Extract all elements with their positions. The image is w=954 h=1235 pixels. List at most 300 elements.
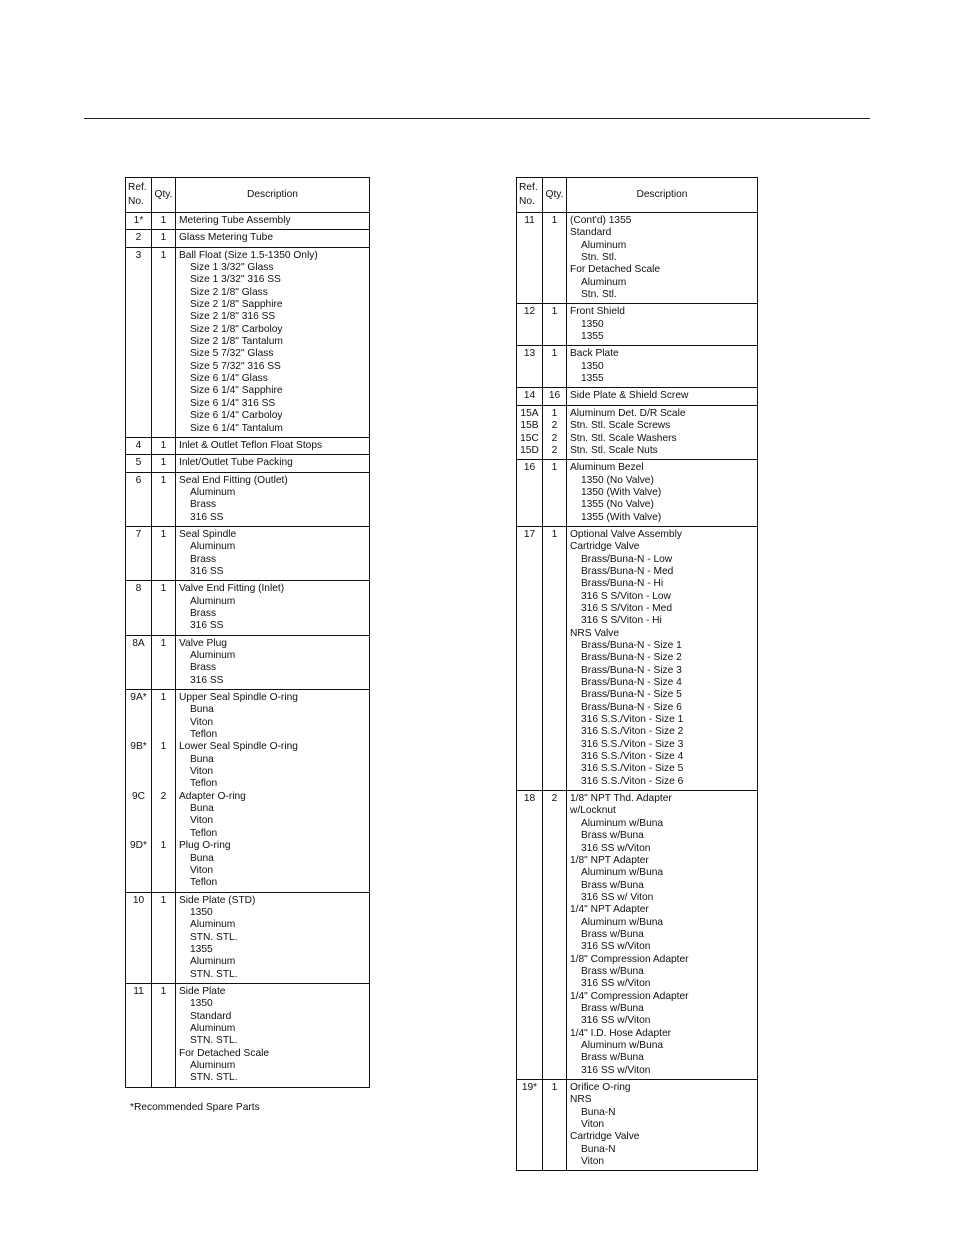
description-cell — [176, 581, 370, 635]
table-row — [126, 892, 370, 983]
description-subitem: Size 6 1/4" Tantalum — [190, 422, 283, 434]
description-item: Stn. Stl. Scale Screws — [570, 420, 671, 432]
qty-value: 1 — [551, 528, 558, 540]
ref-no: 9A* — [130, 692, 147, 704]
description-subitem: Viton — [190, 716, 214, 728]
qty-value — [155, 717, 172, 729]
ref-no: 15C — [520, 432, 539, 444]
description-cell — [176, 690, 370, 893]
qty-value — [155, 828, 172, 840]
description-item: Seal Spindle — [179, 528, 237, 540]
description-subitem: Brass w/Buna — [581, 1002, 644, 1014]
description-subitem: Aluminum — [190, 595, 236, 607]
ref-no: 7 — [135, 528, 142, 540]
description-item: For Detached Scale — [570, 264, 661, 276]
description-subitem: Brass — [190, 662, 217, 674]
description-cell — [567, 388, 758, 405]
description-subitem: 316 S.S./Viton - Size 2 — [581, 726, 684, 738]
description-subitem: Brass/Buna-N - Med — [581, 565, 674, 577]
ref-no-cell — [517, 213, 543, 304]
qty-value — [155, 778, 172, 790]
qty-value: 1 — [160, 215, 167, 226]
qty-cell — [152, 581, 176, 635]
description-subitem: 316 SS — [190, 565, 224, 577]
description-item: Glass Metering Tube — [179, 232, 273, 244]
description-subitem: Aluminum — [190, 956, 236, 968]
description-subitem: Viton — [190, 766, 214, 778]
description-cell — [567, 213, 758, 304]
table-row — [126, 472, 370, 526]
qty-cell — [152, 983, 176, 1087]
description-subitem: Brass/Buna-N - Low — [581, 553, 673, 565]
description-subitem: 1355 — [581, 373, 604, 385]
qty-cell — [543, 388, 567, 405]
ref-no-header: Ref. No. — [517, 178, 543, 213]
description-subitem: Aluminum — [190, 919, 236, 931]
ref-no-cell — [126, 526, 152, 580]
description-subitem: Size 5 7/32" 316 SS — [190, 360, 281, 372]
description-item: Side Plate (STD) — [179, 894, 256, 906]
qty-header: Qty. — [152, 178, 176, 213]
qty-value: 1 — [160, 457, 167, 469]
description-subitem: 316 S S/Viton - Low — [581, 590, 671, 602]
qty-cell — [543, 1080, 567, 1171]
description-subitem: Viton — [581, 1156, 605, 1168]
ref-no: 9C — [131, 790, 146, 802]
qty-value: 1 — [160, 894, 167, 906]
qty-value: 1 — [160, 583, 167, 595]
ref-no: 11 — [133, 985, 144, 997]
description-subitem: Brass w/Buna — [581, 830, 644, 842]
description-subitem: STN. STL. — [190, 1035, 238, 1047]
qty-value: 1 — [160, 439, 167, 451]
qty-cell — [152, 230, 176, 247]
description-cell — [567, 1080, 758, 1171]
description-subitem: Size 1 3/32" 316 SS — [190, 274, 281, 286]
description-subitem: Aluminum — [581, 239, 627, 251]
description-subitem: Aluminum w/Buna — [581, 1040, 664, 1051]
description-cell — [567, 791, 758, 1080]
ref-no: 4 — [135, 439, 142, 451]
qty-value: 16 — [548, 390, 561, 402]
description-item: (Cont'd) 1355 — [570, 215, 632, 226]
ref-no — [129, 815, 148, 827]
description-subitem: 316 S.S./Viton - Size 5 — [581, 763, 684, 775]
description-subitem: Aluminum — [190, 650, 236, 661]
description-subitem: 1355 (With Valve) — [581, 511, 662, 523]
description-subitem: 316 S S/Viton - Med — [581, 602, 672, 614]
description-subitem: STN. STL. — [190, 1072, 238, 1084]
description-subitem: Size 6 1/4" Glass — [190, 373, 268, 385]
qty-value: 1 — [160, 985, 167, 997]
description-subitem: Brass/Buna-N - Size 1 — [581, 640, 682, 651]
table-row — [126, 690, 370, 893]
ref-no: 5 — [135, 457, 142, 469]
description-subitem: Brass w/Buna — [581, 1052, 644, 1064]
description-subitem: Brass/Buna-N - Size 2 — [581, 652, 682, 664]
table-row — [517, 791, 758, 1080]
description-item: NRS Valve — [570, 627, 620, 639]
description-subitem: STN. STL. — [190, 968, 238, 980]
description-cell — [176, 230, 370, 247]
description-subitem: 316 S.S./Viton - Size 6 — [581, 775, 684, 787]
description-subitem: Brass/Buna-N - Size 5 — [581, 689, 682, 701]
description-subitem: Size 5 7/32" Glass — [190, 348, 274, 360]
description-item: Front Shield — [570, 306, 625, 318]
qty-cell — [543, 405, 567, 459]
description-subitem: 316 SS w/ Viton — [581, 891, 654, 903]
description-subitem: 316 SS w/Viton — [581, 1015, 651, 1027]
ref-no: 13 — [523, 348, 536, 360]
description-item: Aluminum Bezel — [570, 462, 644, 474]
qty-value: 1 — [551, 462, 558, 474]
description-item: Seal End Fitting (Outlet) — [179, 474, 288, 486]
description-cell — [567, 304, 758, 346]
ref-no-cell — [517, 526, 543, 790]
description-cell — [176, 247, 370, 437]
table-row — [517, 304, 758, 346]
qty-value: 2 — [551, 793, 558, 805]
description-subitem: Aluminum w/Buna — [581, 867, 664, 879]
description-item: 1/8" Compression Adapter — [570, 953, 689, 965]
qty-cell — [152, 892, 176, 983]
ref-no: 19* — [521, 1082, 538, 1094]
table-row — [517, 213, 758, 304]
description-subitem: Viton — [581, 1119, 605, 1131]
description-item: Upper Seal Spindle O-ring — [179, 692, 298, 704]
description-item: Stn. Stl. Scale Nuts — [570, 444, 658, 456]
qty-value: 1 — [160, 692, 167, 704]
description-subitem: 1350 (With Valve) — [581, 486, 662, 498]
ref-no-cell — [517, 405, 543, 459]
description-item: Metering Tube Assembly — [179, 215, 291, 226]
description-subitem: Size 6 1/4" Carboloy — [190, 410, 283, 422]
qty-value — [155, 815, 172, 827]
ref-no-cell — [517, 304, 543, 346]
ref-no-cell — [126, 635, 152, 689]
description-item: Cartridge Valve — [570, 541, 640, 553]
ref-no — [129, 803, 148, 815]
table-header-row — [126, 178, 370, 213]
qty-cell — [152, 690, 176, 893]
description-item: 1/8" NPT Thd. Adapter — [570, 793, 672, 805]
description-subitem: Aluminum — [581, 276, 627, 288]
qty-value: 1 — [160, 232, 167, 244]
description-cell — [176, 437, 370, 454]
qty-cell — [543, 460, 567, 527]
description-cell — [176, 983, 370, 1087]
ref-no-cell — [126, 983, 152, 1087]
description-subitem: Stn. Stl. — [581, 289, 617, 301]
description-item: Side Plate & Shield Screw — [570, 390, 689, 402]
description-subitem: Buna — [190, 704, 214, 716]
qty-value: 1 — [160, 249, 167, 261]
ref-no-cell — [517, 346, 543, 388]
description-subitem: 316 SS w/Viton — [581, 941, 651, 953]
qty-value: 1 — [551, 215, 558, 226]
ref-no-cell — [126, 213, 152, 230]
qty-value: 1 — [160, 840, 167, 852]
qty-cell — [152, 247, 176, 437]
description-item: Cartridge Valve — [570, 1131, 640, 1143]
description-cell — [567, 526, 758, 790]
ref-no: 8A — [132, 637, 145, 649]
parts-table-right — [516, 177, 758, 1171]
qty-value: 2 — [551, 420, 558, 432]
description-subitem: Viton — [190, 864, 214, 876]
description-subitem: 1355 — [581, 331, 604, 343]
description-subitem: Buna — [190, 852, 214, 864]
description-subitem: 1355 (No Valve) — [581, 499, 654, 511]
description-subitem: Aluminum w/Buna — [581, 817, 664, 829]
qty-value — [155, 704, 172, 716]
qty-value: 1 — [551, 348, 558, 360]
description-subitem: 316 SS w/Viton — [581, 1064, 651, 1076]
description-item: Optional Valve Assembly — [570, 528, 682, 540]
ref-no — [129, 754, 148, 766]
ref-no-cell — [126, 455, 152, 472]
qty-value: 1 — [551, 407, 558, 419]
ref-no-cell — [126, 892, 152, 983]
description-subitem: Size 2 1/8" Glass — [190, 286, 268, 298]
parts-table-right-body — [517, 213, 758, 1171]
qty-value: 1 — [160, 528, 167, 540]
ref-no-cell — [126, 247, 152, 437]
description-cell — [176, 892, 370, 983]
description-subitem: Teflon — [190, 827, 218, 839]
ref-no: 15B — [520, 420, 539, 432]
ref-no — [129, 704, 148, 716]
description-subitem: Brass — [190, 499, 217, 511]
description-subitem: 316 SS w/Viton — [581, 978, 651, 990]
description-subitem: 316 S.S./Viton - Size 4 — [581, 751, 684, 763]
ref-no-cell — [517, 388, 543, 405]
description-item: Standard — [570, 227, 612, 239]
description-subitem: Aluminum — [190, 1022, 236, 1034]
description-subitem: 316 SS w/Viton — [581, 842, 651, 854]
description-cell — [176, 455, 370, 472]
header-rule — [84, 118, 870, 119]
description-item: Side Plate — [179, 985, 226, 997]
description-header: Description — [567, 178, 758, 213]
description-subitem: Viton — [190, 815, 214, 827]
table-row — [126, 526, 370, 580]
ref-no: 2 — [135, 232, 142, 244]
parts-table-left-body — [126, 213, 370, 1088]
description-subitem: 1350 — [190, 906, 213, 918]
description-item: Lower Seal Spindle O-ring — [179, 741, 298, 753]
qty-header: Qty. — [543, 178, 567, 213]
qty-cell — [152, 635, 176, 689]
description-item: Valve Plug — [179, 637, 227, 649]
description-cell — [176, 472, 370, 526]
ref-no-cell — [517, 1080, 543, 1171]
description-item: 1/4" I.D. Hose Adapter — [570, 1027, 672, 1039]
description-item: Adapter O-ring — [179, 790, 246, 802]
table-row — [517, 526, 758, 790]
description-subitem: Size 1 3/32" Glass — [190, 262, 274, 274]
description-subitem: Size 2 1/8" Tantalum — [190, 336, 283, 348]
description-subitem: Brass w/Buna — [581, 879, 644, 891]
description-item: NRS — [570, 1094, 592, 1106]
description-subitem: Brass — [190, 607, 217, 619]
description-item: Aluminum Det. D/R Scale — [570, 407, 686, 419]
ref-no: 6 — [135, 474, 142, 486]
description-subitem: Teflon — [190, 729, 218, 741]
description-item: Inlet & Outlet Teflon Float Stops — [179, 439, 323, 451]
table-row — [126, 983, 370, 1087]
description-item: Orifice O-ring — [570, 1082, 631, 1094]
ref-no: 9D* — [130, 840, 147, 852]
ref-no-cell — [126, 690, 152, 893]
ref-no: 8 — [135, 583, 142, 595]
parts-table-left — [125, 177, 370, 1088]
ref-no — [129, 828, 148, 840]
qty-cell — [543, 526, 567, 790]
description-subitem: Size 2 1/8" Carboloy — [190, 323, 283, 335]
table-row — [517, 1080, 758, 1171]
qty-cell — [543, 346, 567, 388]
description-subitem: 316 SS — [190, 620, 224, 632]
description-subitem: Buna-N — [581, 1106, 616, 1118]
description-cell — [176, 526, 370, 580]
description-item: Stn. Stl. Scale Washers — [570, 432, 677, 444]
table-row — [126, 581, 370, 635]
description-subitem: Aluminum — [190, 1060, 236, 1071]
description-subitem: Standard — [190, 1010, 232, 1022]
description-subitem: 1350 — [581, 318, 604, 330]
description-cell — [567, 460, 758, 527]
description-subitem: Aluminum — [190, 541, 236, 553]
qty-value — [155, 754, 172, 766]
ref-no-cell — [126, 581, 152, 635]
qty-value — [155, 766, 172, 778]
description-item: Back Plate — [570, 348, 619, 360]
description-subitem: Buna — [190, 803, 214, 815]
qty-value — [155, 803, 172, 815]
description-cell — [567, 346, 758, 388]
description-subitem: 316 S S/Viton - Hi — [581, 615, 662, 627]
table-row — [126, 635, 370, 689]
ref-no: 17 — [523, 528, 536, 540]
footnote: *Recommended Spare Parts — [130, 1102, 260, 1113]
ref-no: 15A — [520, 407, 539, 419]
ref-no: 10 — [132, 894, 145, 906]
ref-no-cell — [517, 791, 543, 1080]
qty-value — [155, 729, 172, 741]
description-header: Description — [176, 178, 370, 213]
description-subitem: 316 S.S./Viton - Size 3 — [581, 738, 684, 750]
table-row — [126, 437, 370, 454]
description-subitem: Brass w/Buna — [581, 965, 644, 977]
qty-cell — [152, 455, 176, 472]
qty-cell — [152, 472, 176, 526]
table-row — [126, 213, 370, 230]
description-item: 1/4" Compression Adapter — [570, 990, 689, 1002]
qty-cell — [152, 213, 176, 230]
ref-no-cell — [126, 472, 152, 526]
ref-no — [129, 717, 148, 729]
description-subitem: 1350 (No Valve) — [581, 474, 654, 486]
description-subitem: Aluminum — [190, 486, 236, 498]
description-item: Inlet/Outlet Tube Packing — [179, 457, 293, 469]
ref-no: 3 — [135, 249, 142, 261]
description-subitem: Teflon — [190, 778, 218, 790]
ref-no — [129, 766, 148, 778]
ref-no — [129, 778, 148, 790]
description-subitem: Buna — [190, 753, 214, 765]
ref-no: 18 — [523, 793, 536, 805]
qty-value: 2 — [551, 444, 558, 456]
description-item: Ball Float (Size 1.5-1350 Only) — [179, 249, 318, 261]
qty-cell — [152, 526, 176, 580]
description-item: Valve End Fitting (Inlet) — [179, 583, 285, 595]
qty-value: 1 — [160, 741, 167, 753]
description-subitem: Brass/Buna-N - Hi — [581, 578, 664, 590]
description-subitem: Brass/Buna-N - Size 6 — [581, 701, 682, 713]
description-cell — [176, 635, 370, 689]
table-row — [517, 346, 758, 388]
ref-no-cell — [517, 460, 543, 527]
description-subitem: 316 S.S./Viton - Size 1 — [581, 714, 684, 726]
description-item: w/Locknut — [570, 805, 616, 817]
qty-value: 2 — [160, 790, 167, 802]
description-subitem: Brass/Buna-N - Size 4 — [581, 677, 682, 689]
description-item: 1/8" NPT Adapter — [570, 854, 649, 866]
description-item: For Detached Scale — [179, 1047, 270, 1059]
qty-value: 1 — [551, 1082, 558, 1094]
description-subitem: Brass/Buna-N - Size 3 — [581, 664, 682, 676]
ref-no-header: Ref. No. — [126, 178, 152, 213]
table-header-row — [517, 178, 758, 213]
ref-no: 15D — [520, 444, 539, 456]
description-subitem: 316 SS — [190, 674, 224, 686]
description-item: Plug O-ring — [179, 840, 231, 852]
qty-cell — [543, 791, 567, 1080]
description-subitem: Size 2 1/8" Sapphire — [190, 299, 283, 311]
description-cell — [567, 405, 758, 459]
description-subitem: Size 6 1/4" 316 SS — [190, 397, 276, 409]
qty-value: 1 — [160, 474, 167, 486]
qty-cell — [543, 304, 567, 346]
description-subitem: Brass — [190, 553, 217, 565]
table-row — [517, 460, 758, 527]
qty-value: 2 — [551, 432, 558, 444]
ref-no: 12 — [523, 306, 536, 318]
ref-no: 11 — [524, 215, 535, 226]
description-subitem: Teflon — [190, 877, 218, 889]
description-item: 1/4" NPT Adapter — [570, 904, 649, 916]
description-subitem: 316 SS — [190, 511, 224, 523]
table-row — [517, 388, 758, 405]
description-subitem: 1350 — [581, 360, 604, 372]
ref-no: 1* — [133, 215, 144, 226]
qty-cell — [543, 213, 567, 304]
table-row — [126, 455, 370, 472]
table-row — [126, 230, 370, 247]
ref-no: 14 — [523, 390, 536, 402]
description-subitem: Size 2 1/8" 316 SS — [190, 311, 276, 323]
description-subitem: Size 6 1/4" Sapphire — [190, 385, 283, 397]
description-subitem: STN. STL. — [190, 931, 238, 943]
ref-no-cell — [126, 437, 152, 454]
qty-value: 1 — [551, 306, 558, 318]
ref-no — [129, 729, 148, 741]
table-row — [126, 247, 370, 437]
table-row — [517, 405, 758, 459]
qty-value: 1 — [160, 637, 167, 649]
description-subitem: Aluminum w/Buna — [581, 916, 664, 928]
